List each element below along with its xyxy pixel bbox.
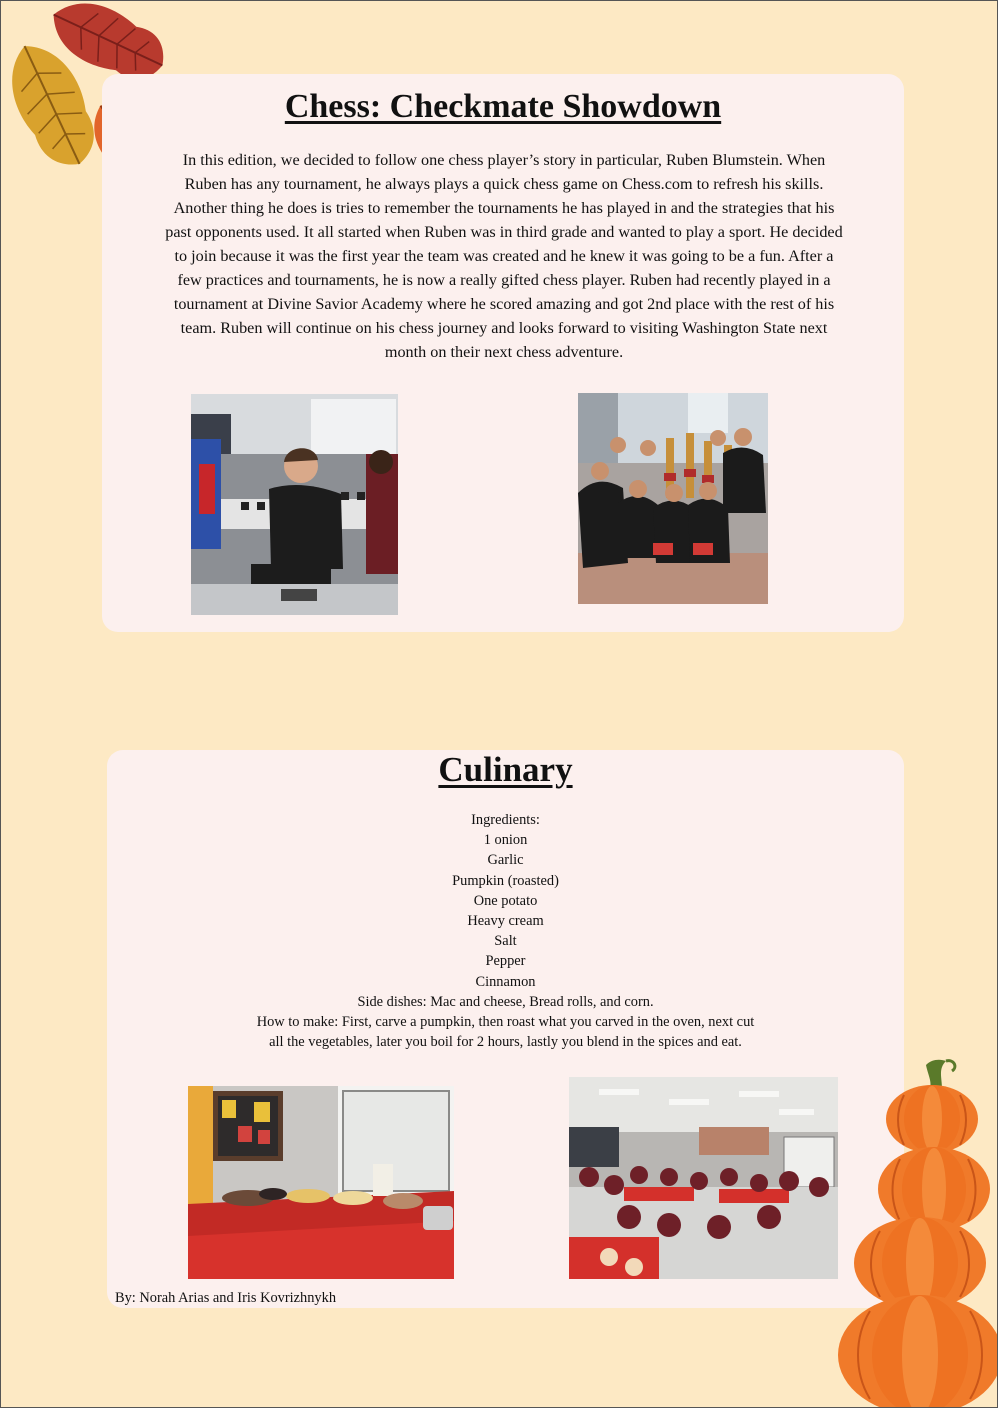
chess-section: [102, 74, 904, 632]
recipe-line: Salt: [494, 933, 517, 950]
recipe-line: 1 onion: [483, 832, 528, 849]
recipe-line: Cinnamon: [475, 973, 536, 990]
culinary-food-table-photo: [188, 1086, 454, 1279]
recipe-line: Pumpkin (roasted): [452, 872, 559, 889]
chess-team-photo: [578, 393, 768, 604]
byline: By: Norah Arias and Iris Kovrizhnykh: [115, 1290, 337, 1306]
recipe-line: Side dishes: Mac and cheese, Bread rolls, and corn.: [357, 993, 654, 1010]
culinary-title: Culinary: [438, 750, 573, 789]
culinary-section: [107, 750, 904, 1308]
recipe-line: all the vegetables, later you boil for 2 hours, lastly you blend in the spices and eat.: [269, 1034, 742, 1051]
stacked-pumpkins-icon: [836, 1055, 998, 1408]
recipe-line: How to make: First, carve a pumpkin, then roast what you carved in the oven, next cut: [256, 1014, 755, 1031]
recipe-text: [107, 810, 904, 1052]
recipe-line: Heavy cream: [467, 913, 544, 930]
chess-player-photo: [191, 394, 398, 615]
culinary-classroom-photo: [569, 1077, 838, 1279]
recipe-line: One potato: [473, 892, 538, 909]
recipe-line: Ingredients:: [471, 812, 540, 828]
recipe-line: Garlic: [487, 852, 524, 869]
chess-article-body: In this edition, we decided to follow one chess player’s story in particular, Ruben Blumstein. When Ruben has any tournament, he always plays a quick chess game on Chess.com to refresh his skills. Another thing he does is tries to remember the tournaments he has played in and the strategies that his past opponents used. It all started when Ruben was in third grade and wanted to play a sport. He decided to join because it was the first year the team was created and he knew it was going to be a fun. After a few practices and tournaments, he is now a really gifted chess player. Ruben had recently played in a tournament at Divine Savior Academy where he scored amazing and got 2nd place with the rest of his team. Ruben will continue on his chess journey and looks forward to visiting Washington State next month on their next chess adventure.: [165, 151, 843, 361]
chess-title: Chess: Checkmate Showdown: [284, 88, 722, 125]
recipe-line: Pepper: [485, 953, 526, 970]
